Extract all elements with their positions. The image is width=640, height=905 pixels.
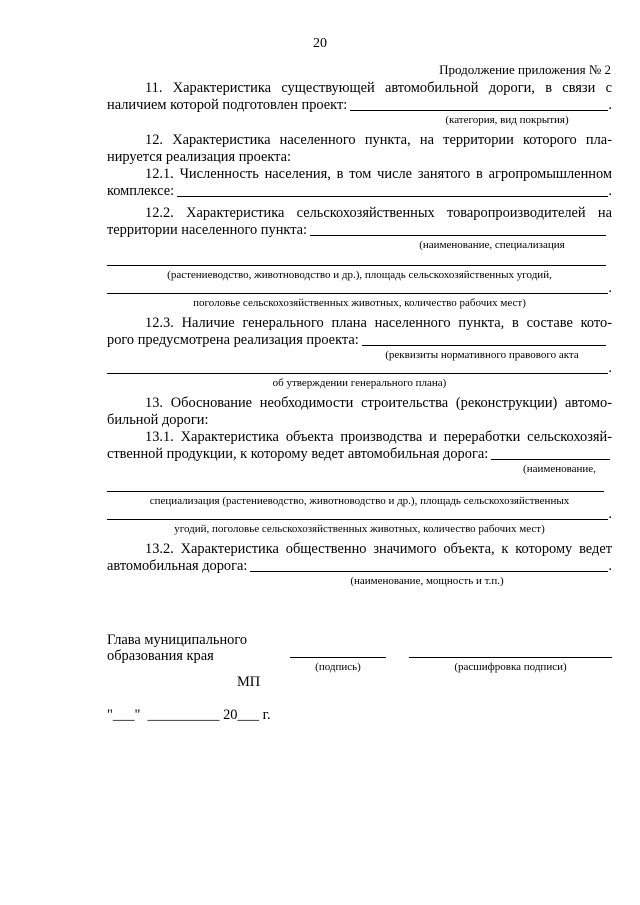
- item-12-3-caption2: об утверждении генерального плана): [272, 377, 447, 389]
- item-13-2-caption: (наименование, мощность и т.п.): [350, 575, 504, 587]
- signatory-title-line1: Глава муниципального: [107, 632, 248, 648]
- item-11-line1: 11. Характеристика существующей автомобильной дороги, в связи с: [145, 80, 612, 96]
- item-12-line1: 12. Характеристика населенного пункта, на территории которого пла-: [145, 132, 612, 148]
- item-12-2-line1: 12.2. Характеристика сельскохозяйственных товаропроизводителей на: [145, 205, 612, 221]
- item-12-3-row2: [107, 332, 612, 349]
- page-number: 20: [313, 36, 327, 51]
- item-12-2-row2: [107, 222, 612, 239]
- item-13-1-blank1[interactable]: [491, 446, 610, 460]
- item-12-2-row4: [107, 282, 612, 297]
- item-12-1-line1: 12.1. Численность населения, в том числе занятого в агропромышленном: [145, 166, 612, 182]
- item-12-2-caption1-row: [107, 239, 612, 252]
- item-13-1-caption1: (наименование,: [523, 463, 596, 475]
- signatory-title: [107, 632, 247, 664]
- item-12-line2: нируется реализация проекта:: [107, 149, 292, 165]
- signature-line[interactable]: [290, 657, 386, 658]
- item-13-line1: 13. Обоснование необходимости строительства (реконструкции) автомо-: [145, 395, 612, 411]
- item-12-1: [107, 166, 612, 183]
- item-13-2-blank[interactable]: [250, 558, 608, 572]
- continuation-note: Продолжение приложения № 2: [439, 62, 611, 77]
- item-13-1-blank2[interactable]: [107, 478, 604, 492]
- item-11: [107, 80, 612, 97]
- item-13-2-row2: [107, 558, 612, 575]
- item-12-1-line2: комплексе:: [107, 183, 175, 199]
- item-13-2-caption-row: [107, 575, 612, 588]
- item-12-1-blank[interactable]: [177, 183, 608, 197]
- item-13-1-line2: ственной продукции, к которому ведет автомобильная дорога:: [107, 446, 489, 462]
- item-13-1-caption2: специализация (растениеводство, животноводство и др.), площадь сельскохозяйственных: [149, 495, 570, 507]
- item-12: [107, 132, 612, 166]
- item-12-3-period: .: [608, 360, 612, 376]
- signatory-title-line2: образования края: [107, 648, 214, 664]
- item-13-line2: бильной дороги:: [107, 412, 209, 428]
- item-13-1: [107, 429, 612, 446]
- item-12-1-period: .: [608, 183, 612, 199]
- item-12-2-blank3[interactable]: [107, 280, 608, 294]
- date-line[interactable]: "___" __________ 20___ г.: [107, 707, 271, 723]
- item-11-caption: (категория, вид покрытия): [445, 114, 569, 126]
- item-12-3-blank2[interactable]: [107, 360, 608, 374]
- item-12-2: [107, 205, 612, 222]
- item-11-caption-row: [107, 114, 612, 127]
- item-13-1-row2: [107, 446, 612, 463]
- item-12-2-caption1: (наименование, специализация: [419, 239, 565, 251]
- item-13-1-row3: [107, 480, 612, 495]
- item-13-2: [107, 541, 612, 558]
- item-13-1-row4: [107, 508, 612, 523]
- signature-caption: (подпись): [315, 661, 361, 673]
- signature-decode-caption: (расшифровка подписи): [454, 661, 567, 673]
- item-12-1-row2: [107, 183, 612, 200]
- item-12-3-blank1[interactable]: [362, 332, 606, 346]
- item-13-2-line1: 13.2. Характеристика общественно значимого объекта, к которому ведет: [145, 541, 612, 557]
- item-12-2-blank1[interactable]: [310, 222, 606, 236]
- item-12-2-caption3: поголовье сельскохозяйственных животных, количество рабочих мест): [193, 297, 526, 309]
- item-12-2-line2: территории населенного пункта:: [107, 222, 308, 238]
- item-11-blank[interactable]: [350, 97, 608, 111]
- signature-decode-line[interactable]: [409, 657, 612, 658]
- item-12-2-period: .: [608, 280, 612, 296]
- item-11-row2: [107, 97, 612, 114]
- item-12-2-row3: [107, 254, 612, 269]
- item-12-2-blank2[interactable]: [107, 252, 606, 266]
- item-13-2-line2: автомобильная дорога:: [107, 558, 248, 574]
- item-13-1-line1: 13.1. Характеристика объекта производства и переработки сельскохозяй-: [145, 429, 612, 445]
- item-13-2-period: .: [608, 558, 612, 574]
- item-11-line2: наличием которой подготовлен проект:: [107, 97, 348, 113]
- stamp-place: МП: [237, 674, 261, 690]
- item-13-1-caption3: угодий, поголовье сельскохозяйственных животных, количество рабочих мест): [174, 523, 545, 535]
- item-13: [107, 395, 612, 429]
- item-12-3-row3: [107, 362, 612, 377]
- item-11-period: .: [608, 97, 612, 113]
- item-12-3-line2: рого предусмотрена реализация проекта:: [107, 332, 359, 348]
- item-12-3-line1: 12.3. Наличие генерального плана населенного пункта, в составе кото-: [145, 315, 612, 331]
- form-body: [107, 80, 612, 588]
- item-12-3: [107, 315, 612, 332]
- item-12-3-caption1: (реквизиты нормативного правового акта: [385, 349, 579, 361]
- item-13-1-caption1-row: [107, 463, 612, 476]
- item-12-2-caption2: (растениеводство, животноводство и др.), площадь сельскохозяйственных угодий,: [167, 269, 552, 281]
- item-13-1-blank3[interactable]: [107, 506, 608, 520]
- item-13-1-period: .: [608, 506, 612, 522]
